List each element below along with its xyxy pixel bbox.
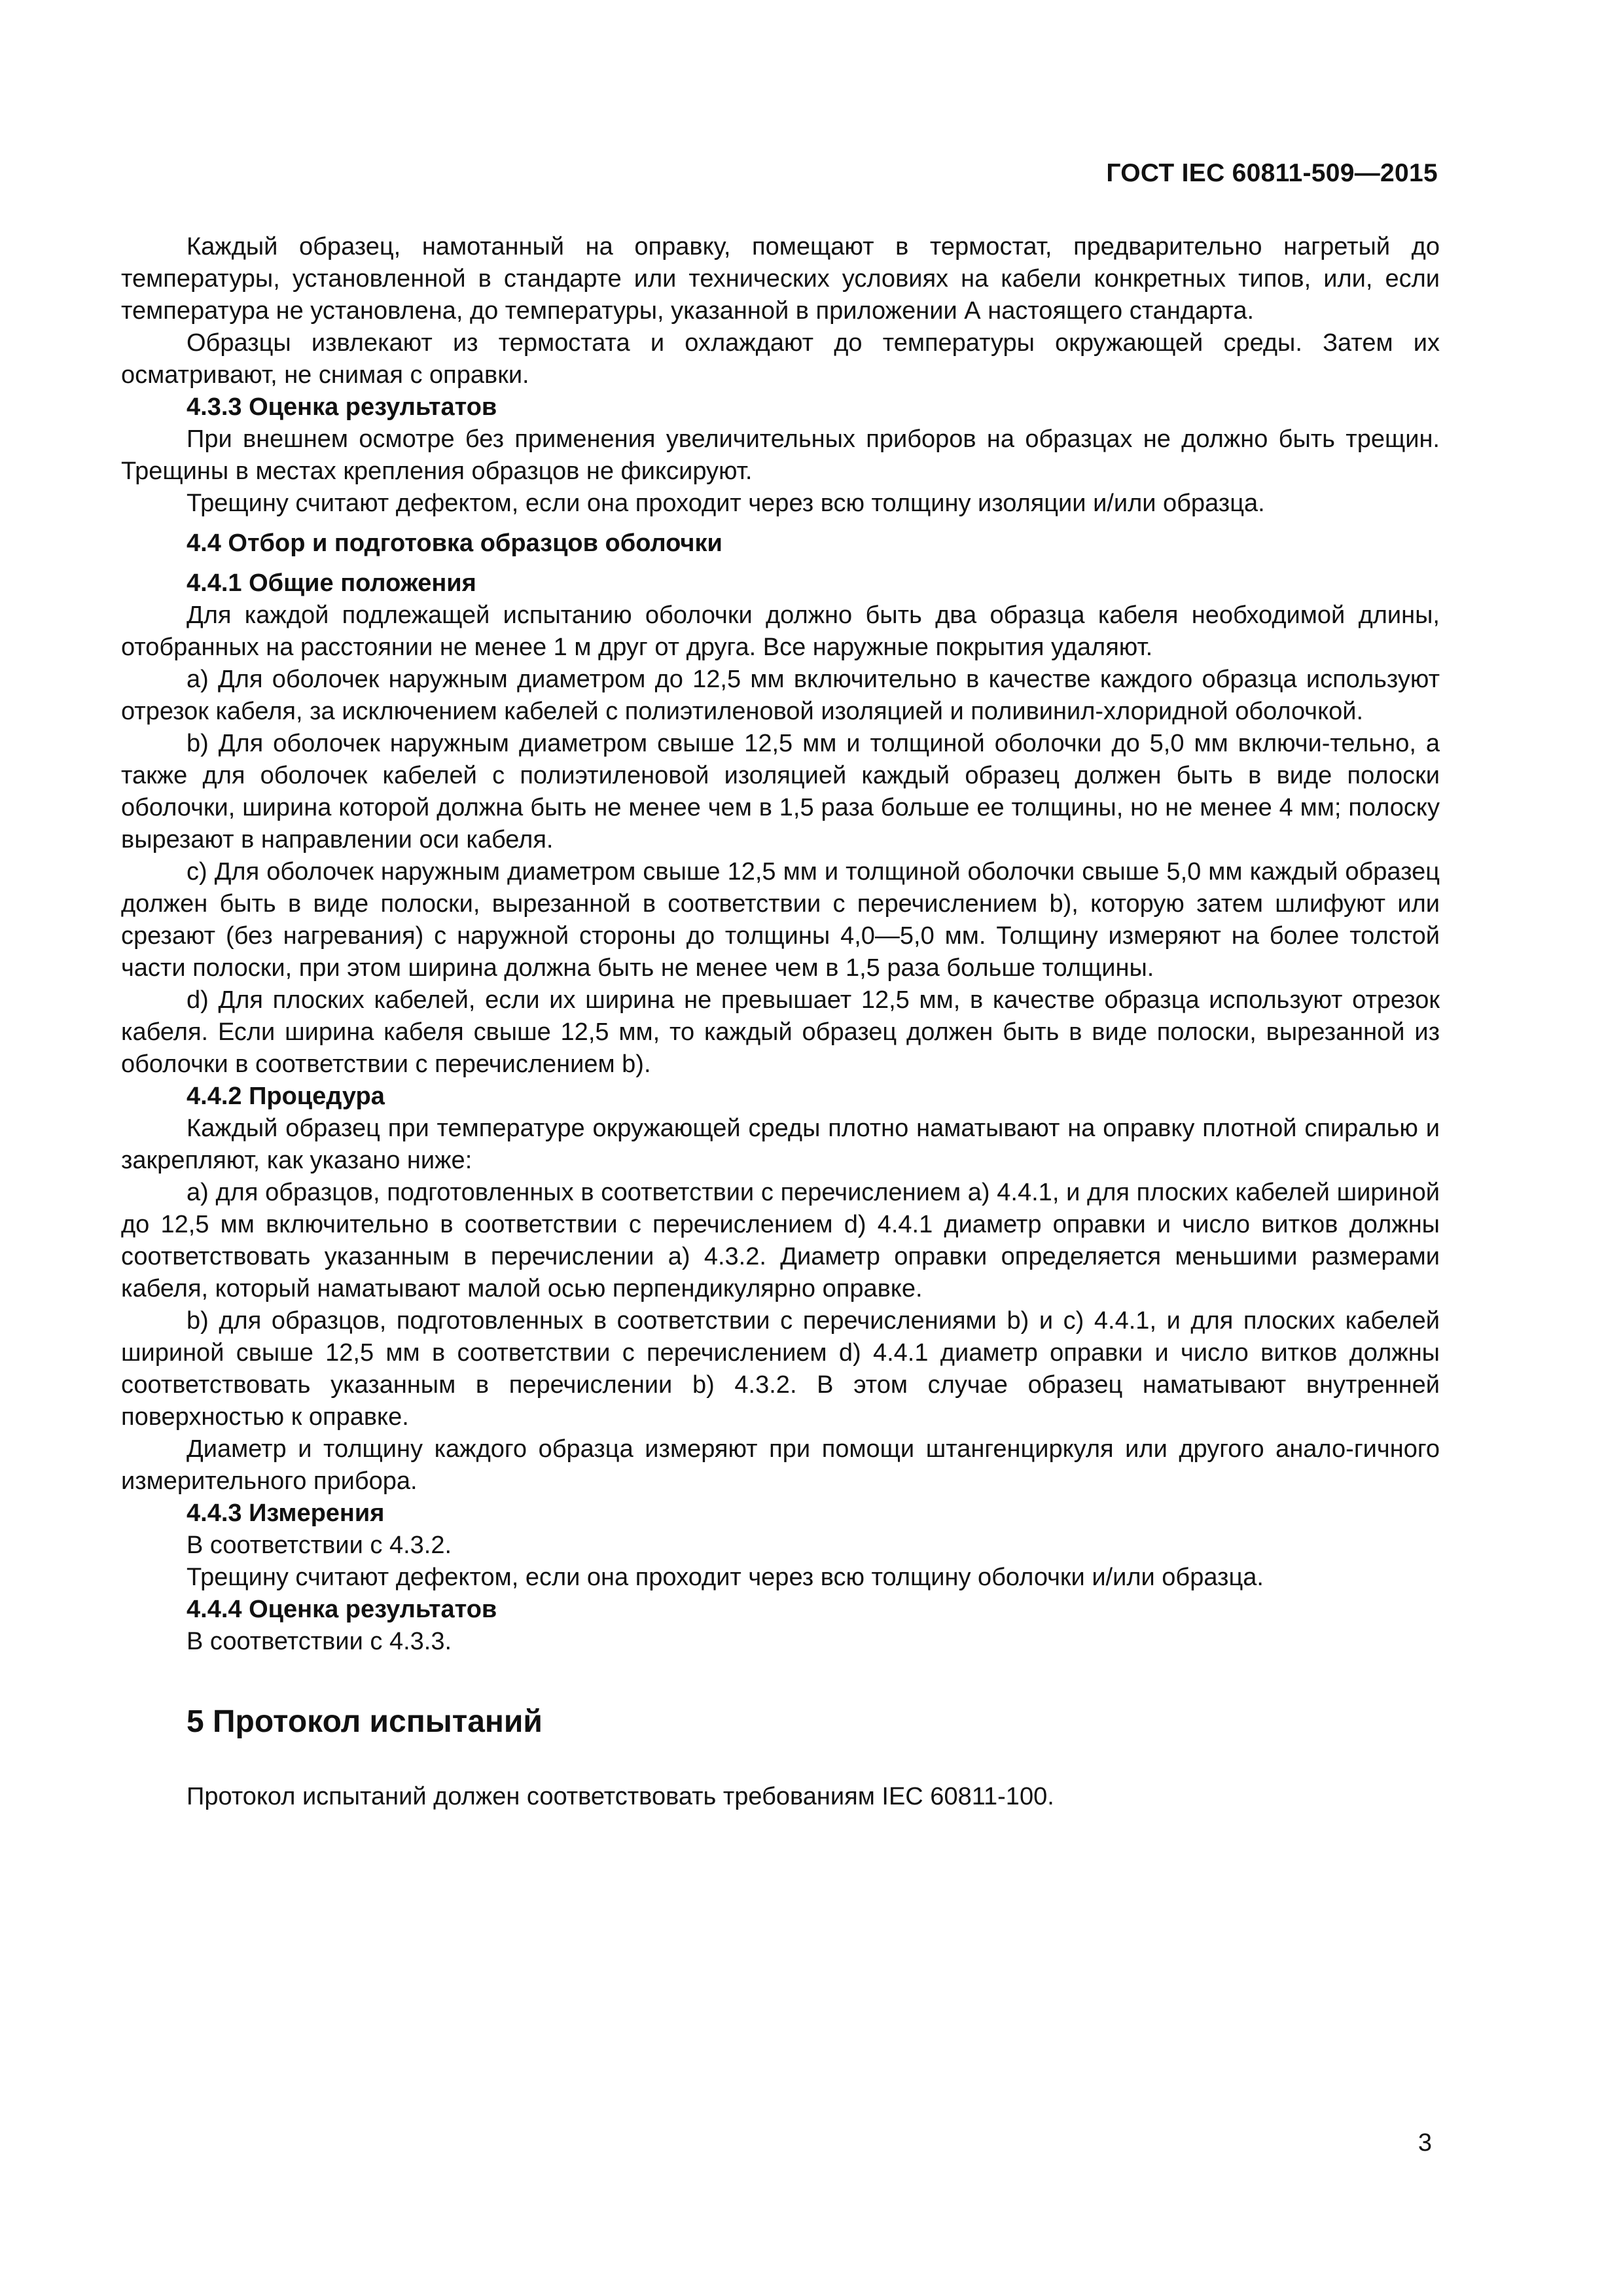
paragraph: Каждый образец при температуре окружающей среды плотно наматывают на оправку плотной спиралью и закрепляют, как указано ниже:	[121, 1115, 1440, 1174]
document-id-header: ГОСТ IEC 60811-509—2015	[1106, 159, 1438, 187]
section-heading-5: 5 Протокол испытаний	[187, 1704, 543, 1739]
section-heading-4-4-3: 4.4.3 Измерения	[187, 1499, 385, 1527]
page-number: 3	[1418, 2129, 1432, 2157]
list-item-d: d) Для плоских кабелей, если их ширина не превышает 12,5 мм, в качестве образца используют отрезок кабеля. Если ширина кабеля свыше 12,5 мм, то каждый образец должен быть в виде полоски, вырезанной из оболочки в соответствии с перечислением b).	[121, 986, 1440, 1078]
paragraph: Протокол испытаний должен соответствовать требованиям IEC 60811-100.	[187, 1783, 1054, 1810]
section-heading-4-4-4: 4.4.4 Оценка результатов	[187, 1596, 497, 1623]
section-heading-4-4: 4.4 Отбор и подготовка образцов оболочки	[187, 529, 722, 557]
paragraph: В соответствии с 4.3.2.	[187, 1532, 452, 1559]
list-item-a: а) Для оболочек наружным диаметром до 12,5 мм включительно в качестве каждого образца используют отрезок кабеля, за исключением кабелей с полиэтиленовой изоляцией и поливинил-хлоридной оболочкой.	[121, 666, 1440, 725]
list-item-c: с) Для оболочек наружным диаметром свыше 12,5 мм и толщиной оболочки свыше 5,0 мм каждый образец должен быть в виде полоски, вырезанной в соответствии с перечислением b), которую затем шлифуют или срезают (без нагревания) с наружной стороны до толщины 4,0—5,0 мм. Толщину измеряют на более толстой части полоски, при этом ширина должна быть не менее чем в 1,5 раза больше толщины.	[121, 858, 1440, 982]
list-item-a: а) для образцов, подготовленных в соответствии с перечислением а) 4.4.1, и для плоских кабелей шириной до 12,5 мм включительно в соответствии с перечислением d) 4.4.1 диаметр оправки и число витков должны соответствовать указанным в перечислении а) 4.3.2. Диаметр оправки определяется меньшими размерами кабеля, который наматывают малой осью перпендикулярно оправке.	[121, 1179, 1440, 1302]
paragraph: Образцы извлекают из термостата и охлаждают до температуры окружающей среды. Затем их осматривают, не снимая с оправки.	[121, 329, 1440, 389]
section-heading-4-4-1: 4.4.1 Общие положения	[187, 569, 476, 597]
paragraph: Диаметр и толщину каждого образца измеряют при помощи штангенциркуля или другого анало-гичного измерительного прибора.	[121, 1435, 1440, 1495]
section-heading-4-3-3: 4.3.3 Оценка результатов	[187, 393, 497, 421]
paragraph: Трещину считают дефектом, если она проходит через всю толщину изоляции и/или образца.	[187, 490, 1265, 517]
list-item-b: b) Для оболочек наружным диаметром свыше 12,5 мм и толщиной оболочки до 5,0 мм включи-тельно, а также для оболочек кабелей с полиэтиленовой изоляцией каждый образец должен быть в виде полоски оболочки, ширина которой должна быть не менее чем в 1,5 раза больше ее толщины, но не менее 4 мм; полоску вырезают в направлении оси кабеля.	[121, 730, 1440, 853]
paragraph: Каждый образец, намотанный на оправку, помещают в термостат, предварительно нагретый до температуры, установленной в стандарте или технических условиях на кабели конкретных типов, или, если температура не установлена, до температуры, указанной в приложении А настоящего стандарта.	[121, 233, 1440, 325]
paragraph: Для каждой подлежащей испытанию оболочки должно быть два образца кабеля необходимой длины, отобранных на расстоянии не менее 1 м друг от друга. Все наружные покрытия удаляют.	[121, 601, 1440, 661]
paragraph: Трещину считают дефектом, если она проходит через всю толщину оболочки и/или образца.	[187, 1564, 1264, 1591]
list-item-b: b) для образцов, подготовленных в соответствии с перечислениями b) и с) 4.4.1, и для плоских кабелей шириной свыше 12,5 мм в соответствии с перечислением d) 4.4.1 диаметр оправки и число витков должны соответствовать указанным в перечислении b) 4.3.2. В этом случае образец наматывают внутренней поверхностью к оправке.	[121, 1307, 1440, 1431]
paragraph: При внешнем осмотре без применения увеличительных приборов на образцах не должно быть трещин. Трещины в местах крепления образцов не фиксируют.	[121, 425, 1440, 485]
document-body	[121, 231, 1440, 1813]
section-heading-4-4-2: 4.4.2 Процедура	[187, 1083, 385, 1110]
paragraph: В соответствии с 4.3.3.	[187, 1628, 452, 1655]
